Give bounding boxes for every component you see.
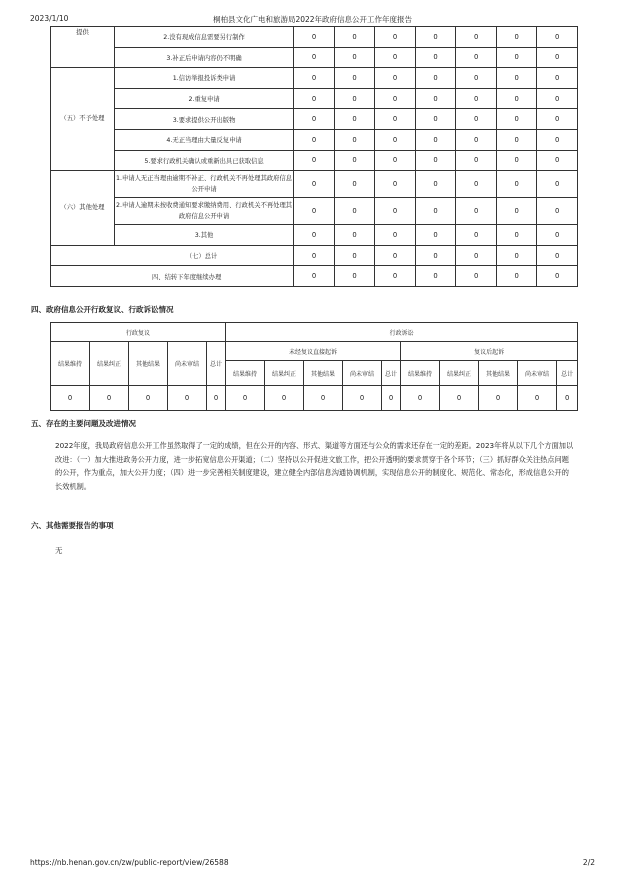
page-number: 2/2 (582, 858, 595, 867)
row-label: 3.要求提供公开出版物 (114, 109, 293, 130)
group-label: （五）不予处理 (51, 68, 115, 171)
table-row: 提供 2.没有现成信息需要另行制作 0 0 0 0 0 0 0 (51, 27, 578, 48)
print-date: 2023/1/10 (30, 14, 69, 23)
application-results-table (50, 26, 578, 287)
table-row: （七）总计 0 0 0 0 0 0 0 (51, 245, 578, 266)
section-5-heading: 五、存在的主要问题及改进情况 (31, 419, 136, 428)
footer-url: https://nb.henan.gov.cn/zw/public-report/view/26588 (30, 858, 229, 867)
table-row: 3.要求提供公开出版物 0 0 0 0 0 0 0 (51, 109, 578, 130)
carry-over-label: 四、结转下年度继续办理 (51, 266, 294, 287)
group-label: （六）其他处理 (51, 171, 115, 246)
row-label: 2.申请人逾期未按收费通知要求缴纳费用、行政机关不再处理其政府信息公开申请 (114, 198, 293, 225)
table-row: 结果维持 结果纠正 其他结果 尚未审结 总计 结果维持 结果纠正 其他结果 尚未审结 总计 (51, 361, 578, 386)
row-label: 5.要求行政机关确认或重新出具已获取信息 (114, 150, 293, 171)
table-row: 5.要求行政机关确认或重新出具已获取信息 0 0 0 0 0 0 0 (51, 150, 578, 171)
row-label: 1.申请人无正当理由逾期不补正、行政机关不再处理其政府信息公开申请 (114, 171, 293, 198)
row-label: 2.重复申请 (114, 88, 293, 109)
group-label: 提供 (51, 27, 115, 68)
row-label: 3.补正后申请内容仍不明确 (114, 47, 293, 68)
table-row: （五）不予处理 1.信访举报投诉类申请 0 0 0 0 0 0 0 (51, 68, 578, 89)
admin-review-header: 行政复议 (51, 323, 226, 342)
table-row: 2.申请人逾期未按收费通知要求缴纳费用、行政机关不再处理其政府信息公开申请 0 0 0 0 0 0 0 (51, 198, 578, 225)
section-4-heading: 四、政府信息公开行政复议、行政诉讼情况 (31, 305, 174, 314)
table-row: 3.补正后申请内容仍不明确 0 0 0 0 0 0 0 (51, 47, 578, 68)
page-header-title: 桐柏县文化广电和旅游局2022年政府信息公开工作年度报告 (212, 15, 413, 24)
admin-litigation-header: 行政诉讼 (226, 323, 578, 342)
row-label: 3.其他 (114, 225, 293, 246)
review-litigation-table (50, 322, 578, 411)
total-label: （七）总计 (51, 245, 294, 266)
row-label: 2.没有现成信息需要另行制作 (114, 27, 293, 48)
other-matters-text: 无 (55, 546, 63, 555)
table-row (51, 323, 578, 342)
table-row: （六）其他处理 1.申请人无正当理由逾期不补正、行政机关不再处理其政府信息公开申请 0 0 0 0 0 0 0 (51, 171, 578, 198)
section-6-heading: 六、其他需要报告的事项 (31, 521, 114, 530)
row-label: 1.信访举报投诉类申请 (114, 68, 293, 89)
table-row: 四、结转下年度继续办理 0 0 0 0 0 0 0 (51, 266, 578, 287)
table-row: 0 0 0 0 0 0 0 0 0 0 0 0 0 0 0 (51, 386, 578, 411)
improvement-paragraph: 2022年度，我局政府信息公开工作虽然取得了一定的成绩，但在公开的内容、形式、渠道等方面还与公众的需求还存在一定的差距。2023年将从以下几个方面加以改进：（一）加大推进政务公开力度，进一步拓宽信息公开渠道；（二）坚持以公开促进文旅工作，把公开透明的要求贯穿于各个环节；（三）抓好群众关注热点问题的公开，作为重点，加大公开力度；（四）进一步完善相关制度建设，建立健全内部信息沟通协调机制，实现信息公开的制度化、规范化、常态化，形成信息公开的长效机制。 (55, 441, 574, 491)
table-row: 结果维持 结果纠正 其他结果 尚未审结 总计 未经复议直接起诉 复议后起诉 (51, 342, 578, 361)
table-row: 4.无正当理由大量反复申请 0 0 0 0 0 0 0 (51, 129, 578, 150)
table-row: 2.重复申请 0 0 0 0 0 0 0 (51, 88, 578, 109)
after-review-header: 复议后起诉 (401, 342, 578, 361)
row-label: 4.无正当理由大量反复申请 (114, 129, 293, 150)
table-row: 3.其他 0 0 0 0 0 0 0 (51, 225, 578, 246)
not-reviewed-header: 未经复议直接起诉 (226, 342, 401, 361)
